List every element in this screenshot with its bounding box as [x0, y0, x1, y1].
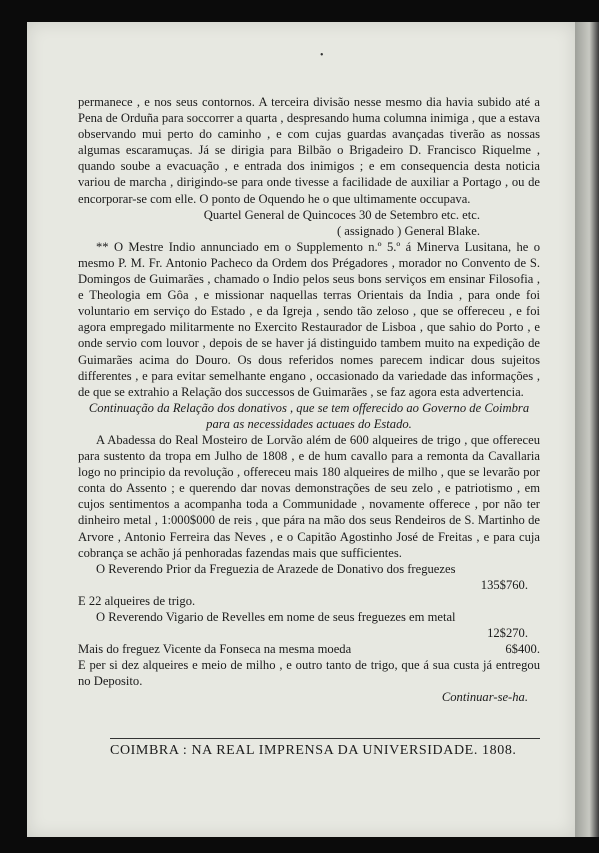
page-gutter	[575, 22, 599, 837]
paragraph-deposito: E per si dez alqueires e meio de milho , e outro tanto de trigo, que á sua custa já entregou no Deposito.	[78, 658, 540, 689]
amount-revelles: 12$270.	[487, 626, 528, 641]
amount-fonseca: 6$400.	[505, 642, 540, 657]
signature-location: Quartel General de Quincoces 30 de Setembro etc. etc.	[203, 207, 480, 222]
continuation-note: Continuar-se-ha.	[441, 690, 528, 705]
ornament-mark: •	[320, 50, 324, 61]
paragraph-abadessa: A Abadessa do Real Mosteiro de Lorvão além de 600 alqueires de trigo , que offereceu para sustento da tropa em Julho de 1808 , e de hum cavallo para a remonta da Cavallaria logo no principio da revolução , offereceu mais 180 alqueires de milho , que se levarão por conta do Assento ; e querendo dar novas demonstrações de seu zelo , e patriotismo , em cujos sentimentos a acompanha toda a Communidade , novamente offerece , por não ter dinheiro metal , 1:000$000 de reis , que pára na mão dos seus Rendeiros de S. Martinho de Arvore , Antonio Ferreira das Neves , e o Capitão Agostinho José de Freitas , e para cuja cobrança se achão já penhoradas fazendas mais que sufficientes.	[78, 432, 540, 560]
paragraph-freguez-fonseca: Mais do freguez Vicente da Fonseca na mesma moeda	[78, 642, 352, 657]
document-body	[78, 94, 540, 706]
signature-name: ( assignado ) General Blake.	[336, 223, 480, 238]
paragraph-prior-arazede: O Reverendo Prior da Freguezia de Arazede de Donativo dos freguezes	[96, 561, 456, 576]
section-heading: Continuação da Relação dos donativos , que se tem offerecido ao Governo de Coimbra para as necessidades actuaes do Estado.	[88, 400, 530, 431]
imprint-footer: COIMBRA : NA REAL IMPRENSA DA UNIVERSIDADE. 1808.	[110, 738, 540, 759]
row-freguez-fonseca	[78, 641, 540, 657]
paragraph-trigo: E 22 alqueires de trigo.	[78, 593, 196, 608]
paragraph-battle-report: permanece , e nos seus contornos. A terceira divisão nesse mesmo dia havia subido até a Pena de Orduña para soccorrer a quarta , despresando huma columna inimiga , que a estava observando mui perto do caminho , e com cujas guardas avançadas tiverão as nossas algumas escaramuças. Já se dirigia para Bilbão o Brigadeiro D. Francisco Riquelme , quando soube a evacuação , e entrada dos inimigos ; e em consequencia desta noticia variou de marcha , dirigindo-se para onde tivesse a facilidade de auxiliar a Portago , ou de encorporar-se com elle. O ponto de Oquendo he o que ultimamente occupava.	[78, 95, 540, 206]
paragraph-mestre-indio: ** O Mestre Indio annunciado em o Supplemento n.º 5.º á Minerva Lusitana, he o mesmo P. M. Fr. Antonio Pacheco da Ordem dos Prégadores , morador no Convento de S. Domingos de Guimarães , chamado o Indio pelos seus bons serviços em ensinar Filosofia , e Theologia em Gôa , e missionar naquellas terras Orientais da India , para onde foi voluntario em serviço do Estado , e da Igreja , sendo tão zeloso , que se offereceu , e foi agora empregado militarmente no Exercito Restaurador de Lisboa , que sahio do Porto , e onde servio com louvor , depois de se haver já distinguido tambem muito na expedição de Guimarães acima do Douro. Os dous referidos nomes parecem indicar dous sujeitos differentes , e para evitar semelhante engano , occasionado da variedade das informações , de que se extrahio a Relação dos successos de Guimarães , se faz agora esta advertencia.	[78, 239, 540, 399]
paragraph-vigario-revelles: O Reverendo Vigario de Revelles em nome de seus freguezes em metal	[96, 610, 456, 624]
amount-arazede: 135$760.	[480, 577, 528, 592]
